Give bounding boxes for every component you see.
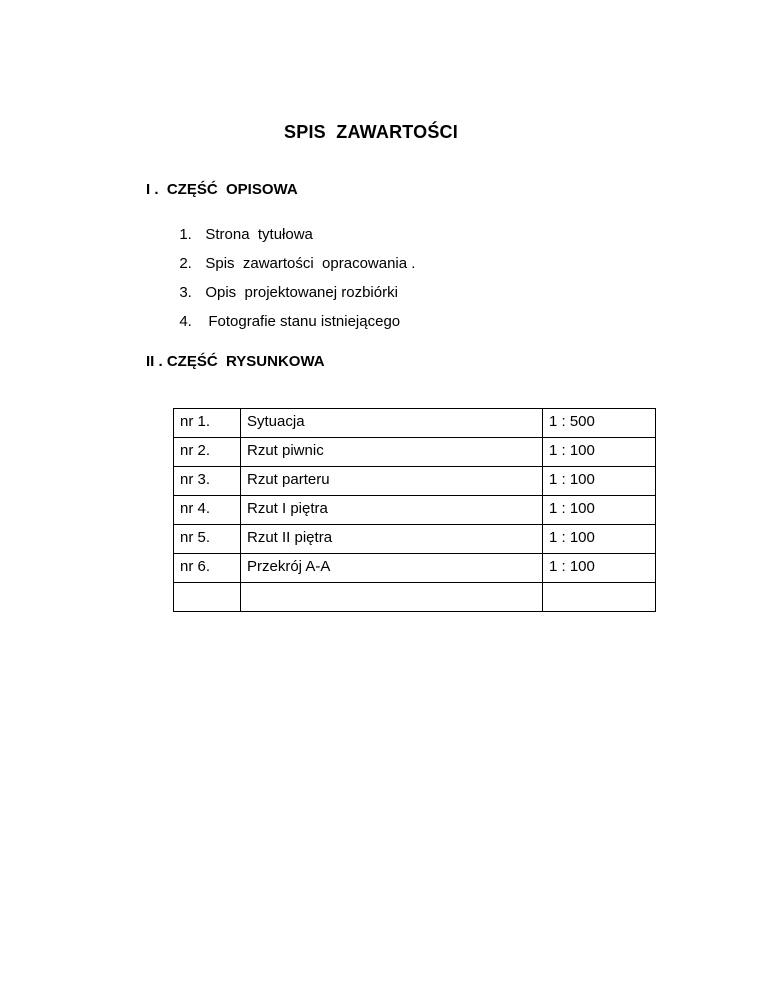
drawing-scale-cell: 1 : 500 (543, 409, 656, 438)
drawing-scale-cell (543, 583, 656, 612)
list-item-text: Opis projektowanej rozbiórki (205, 284, 398, 301)
list-item-number: 1. (179, 226, 192, 243)
drawing-scale-cell: 1 : 100 (543, 467, 656, 496)
table-row (174, 554, 656, 583)
list-item (171, 296, 400, 330)
drawing-name-cell (241, 583, 543, 612)
drawing-scale-cell: 1 : 100 (543, 496, 656, 525)
drawing-number-cell: nr 3. (174, 467, 241, 496)
drawing-name-cell: Rzut piwnic (241, 438, 543, 467)
list-item-number: 3. (179, 284, 192, 301)
drawing-name-cell: Rzut parteru (241, 467, 543, 496)
document-title: SPIS ZAWARTOŚCI (284, 122, 458, 142)
list-item-text: Strona tytułowa (205, 226, 313, 243)
drawing-number-cell: nr 4. (174, 496, 241, 525)
table-row (174, 525, 656, 554)
drawing-name-cell: Sytuacja (241, 409, 543, 438)
list-item-text: Spis zawartości opracowania . (205, 255, 416, 272)
drawing-number-cell: nr 5. (174, 525, 241, 554)
drawing-name-cell: Przekrój A-A (241, 554, 543, 583)
list-item-text: Fotografie stanu istniejącego (208, 313, 401, 330)
table-row-empty (174, 583, 656, 612)
table-row (174, 496, 656, 525)
drawing-scale-cell: 1 : 100 (543, 525, 656, 554)
drawing-number-cell (174, 583, 241, 612)
table-row (174, 409, 656, 438)
drawing-name-cell: Rzut II piętra (241, 525, 543, 554)
drawing-number-cell: nr 1. (174, 409, 241, 438)
drawing-name-cell: Rzut I piętra (241, 496, 543, 525)
section-heading-descriptive: I . CZĘŚĆ OPISOWA (146, 181, 298, 198)
table-row (174, 438, 656, 467)
list-item-number: 2. (179, 255, 192, 272)
drawing-number-cell: nr 2. (174, 438, 241, 467)
drawing-number-cell: nr 6. (174, 554, 241, 583)
drawings-table (173, 408, 656, 612)
list-item-number: 4. (179, 313, 192, 330)
table-row (174, 467, 656, 496)
drawing-scale-cell: 1 : 100 (543, 554, 656, 583)
section-heading-drawings: II . CZĘŚĆ RYSUNKOWA (146, 353, 325, 370)
drawing-scale-cell: 1 : 100 (543, 438, 656, 467)
